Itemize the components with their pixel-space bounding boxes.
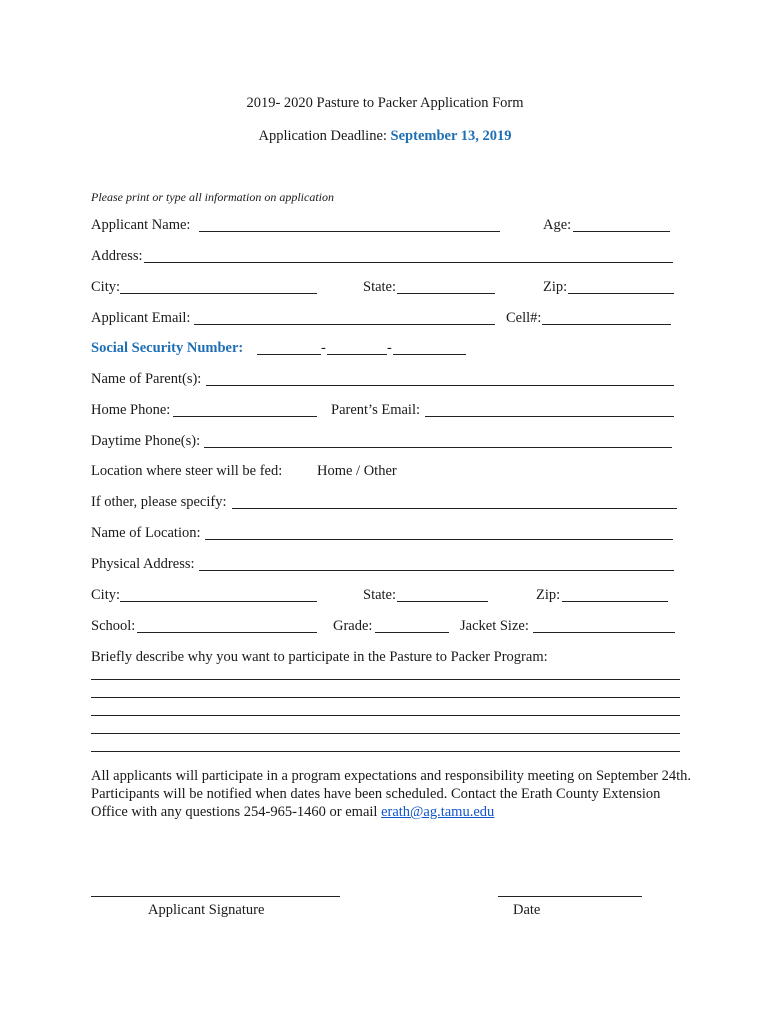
age-field[interactable] — [573, 231, 670, 232]
parent-name-field[interactable] — [206, 385, 674, 386]
home-phone-field[interactable] — [173, 416, 317, 417]
other-specify-label: If other, please specify: — [91, 494, 227, 510]
contact-email-link[interactable]: erath@ag.tamu.edu — [381, 804, 495, 820]
cell-field[interactable] — [542, 324, 671, 325]
home-phone-label: Home Phone: — [91, 402, 171, 418]
notice-paragraph — [91, 767, 691, 821]
location-options[interactable]: Home / Other — [317, 463, 397, 479]
instruction-text: Please print or type all information on application — [91, 190, 334, 204]
deadline-label: Application Deadline: — [258, 128, 387, 144]
parent-email-label: Parent’s Email: — [331, 402, 420, 418]
ssn-dash-1: - — [321, 340, 326, 356]
location-fed-label: Location where steer will be fed: — [91, 463, 283, 479]
zip2-field[interactable] — [562, 601, 668, 602]
ssn-field-3[interactable] — [393, 354, 466, 355]
daytime-phone-label: Daytime Phone(s): — [91, 433, 201, 449]
ssn-label: Social Security Number: — [91, 340, 244, 356]
applicant-name-label: Applicant Name: — [91, 217, 191, 233]
school-field[interactable] — [137, 632, 317, 633]
applicant-signature-line[interactable] — [91, 896, 340, 897]
date-label: Date — [513, 902, 541, 918]
cell-label: Cell#: — [506, 310, 542, 326]
city2-field[interactable] — [120, 601, 317, 602]
state2-label: State: — [363, 587, 397, 603]
daytime-phone-field[interactable] — [204, 447, 672, 448]
city2-label: City: — [91, 587, 121, 603]
describe-line-5[interactable] — [91, 751, 680, 752]
describe-line-1[interactable] — [91, 679, 680, 680]
zip2-label: Zip: — [536, 587, 561, 603]
ssn-field-2[interactable] — [327, 354, 387, 355]
date-line[interactable] — [498, 896, 642, 897]
deadline-line — [0, 127, 770, 145]
address-label: Address: — [91, 248, 143, 264]
ssn-dash-2: - — [387, 340, 392, 356]
physical-address-label: Physical Address: — [91, 556, 195, 572]
state2-field[interactable] — [397, 601, 488, 602]
parent-name-label: Name of Parent(s): — [91, 371, 202, 387]
notice-text: All applicants will participate in a program expectations and responsibility meeting on September 24th. Participants will be notified when dates have been scheduled. Contact the Erath County Extension Office with any questions 254-965-1460 or email — [91, 768, 691, 820]
describe-line-4[interactable] — [91, 733, 680, 734]
describe-line-2[interactable] — [91, 697, 680, 698]
location-name-label: Name of Location: — [91, 525, 201, 541]
applicant-name-field[interactable] — [199, 231, 500, 232]
jacket-size-label: Jacket Size: — [460, 618, 529, 634]
describe-label: Briefly describe why you want to participate in the Pasture to Packer Program: — [91, 649, 548, 665]
ssn-field-1[interactable] — [257, 354, 321, 355]
describe-line-3[interactable] — [91, 715, 680, 716]
address-field[interactable] — [144, 262, 673, 263]
grade-field[interactable] — [375, 632, 449, 633]
state-field[interactable] — [397, 293, 495, 294]
state-label: State: — [363, 279, 397, 295]
city-field[interactable] — [120, 293, 317, 294]
applicant-signature-label: Applicant Signature — [148, 902, 265, 918]
physical-address-field[interactable] — [199, 570, 674, 571]
zip-label: Zip: — [543, 279, 568, 295]
zip-field[interactable] — [568, 293, 674, 294]
jacket-size-field[interactable] — [533, 632, 675, 633]
applicant-email-label: Applicant Email: — [91, 310, 191, 326]
city-label: City: — [91, 279, 121, 295]
applicant-email-field[interactable] — [194, 324, 495, 325]
form-title: 2019- 2020 Pasture to Packer Application Form — [246, 95, 524, 111]
other-specify-field[interactable] — [232, 508, 677, 509]
parent-email-field[interactable] — [425, 416, 674, 417]
age-label: Age: — [543, 217, 572, 233]
location-name-field[interactable] — [205, 539, 673, 540]
deadline-date: September 13, 2019 — [390, 128, 512, 144]
school-label: School: — [91, 618, 136, 634]
grade-label: Grade: — [333, 618, 373, 634]
